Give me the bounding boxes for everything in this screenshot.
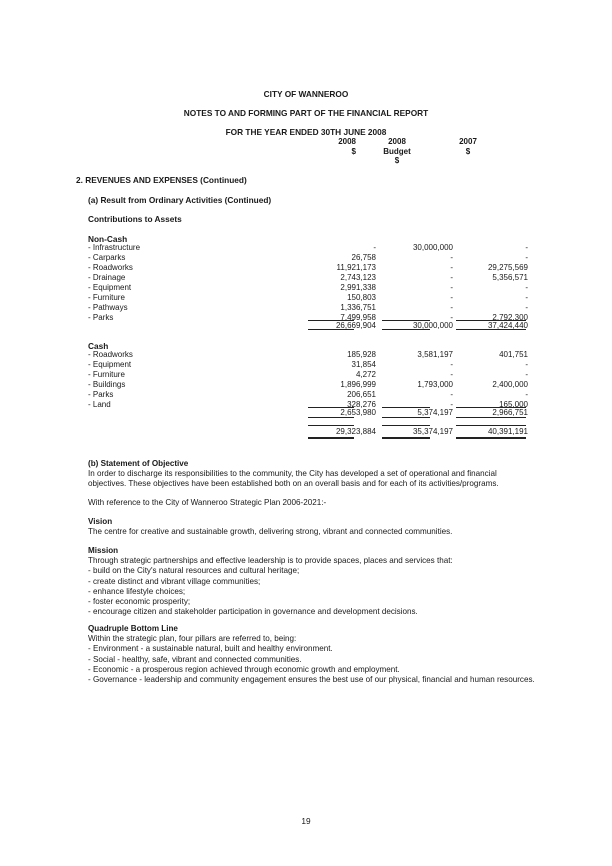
value-2008: 1,896,999 (340, 380, 376, 389)
subtotal-2007: 37,424,440 (487, 321, 528, 330)
rule-noncash-2008 (308, 320, 354, 321)
rule-cash-2008 (308, 407, 354, 408)
value-budget: - (450, 400, 453, 409)
value-2007: 165,000 (499, 400, 528, 409)
subtotal-2008: 2,653,980 (340, 408, 376, 417)
strategic-plan-ref: With reference to the City of Wanneroo Strategic Plan 2006-2021:- (88, 498, 327, 507)
value-2008: - (373, 243, 376, 252)
value-budget: 30,000,000 (412, 243, 453, 252)
rule-noncash-budget-b (382, 329, 430, 330)
table-row (88, 283, 528, 293)
objective-para1-line2: objectives. These objectives have been established both on an overall basis and for each of its activities/programs. (88, 479, 499, 489)
mission-item: - encourage citizen and stakeholder participation in governance and development decisions. (88, 607, 418, 617)
vision-text: The centre for creative and sustainable growth, delivering strong, vibrant and connected communities. (88, 527, 453, 537)
page-number: 19 (301, 816, 311, 826)
value-2007: - (525, 283, 528, 292)
qbl-item: - Social - healthy, safe, vibrant and connected communities. (88, 654, 302, 664)
row-label: - Roadworks (88, 263, 133, 272)
rule-cash-budget-b (382, 417, 430, 418)
value-2007: - (525, 253, 528, 262)
row-label: - Infrastructure (88, 243, 141, 252)
mission-item: - foster economic prosperity; (88, 597, 191, 607)
table-row (88, 370, 528, 380)
qbl-intro: Within the strategic plan, four pillars are referred to, being: (88, 634, 297, 644)
table-row (88, 380, 528, 390)
objective-para1-line1: In order to discharge its responsibilities to the community, the City has developed a set of operational and financial (88, 469, 497, 479)
statement-of-objective (88, 459, 538, 490)
table-row (88, 273, 528, 283)
value-2007: 401,751 (499, 350, 528, 359)
value-2008: 11,921,173 (336, 263, 376, 272)
row-label: - Carparks (88, 253, 126, 262)
column-2008: 2008 $ (338, 137, 356, 156)
cash-heading: Cash (88, 341, 109, 351)
row-label: - Buildings (88, 380, 126, 389)
rule-grand-budget-double (382, 437, 430, 439)
table-row (88, 360, 528, 370)
value-2008: 150,803 (347, 293, 376, 302)
value-budget: - (450, 360, 453, 369)
subtotal-2007: 2,966,751 (492, 408, 528, 417)
value-2008: 26,758 (351, 253, 376, 262)
rule-cash-budget (382, 407, 430, 408)
row-label: - Equipment (88, 283, 132, 292)
rule-grand-2008 (308, 425, 354, 426)
grand-total-row (88, 427, 528, 437)
value-2008: 185,928 (347, 350, 376, 359)
vision-heading: Vision (88, 517, 113, 526)
value-2008: 328,276 (347, 400, 376, 409)
row-label: - Drainage (88, 273, 126, 282)
mission-item: - create distinct and vibrant village communities; (88, 576, 261, 586)
qbl-item: - Governance - leadership and community engagement ensures the best use of our physical, financial and human resources. (88, 675, 535, 685)
value-2008: 31,854 (351, 360, 376, 369)
value-2007: - (525, 370, 528, 379)
value-2008: 7,499,958 (340, 313, 376, 322)
value-budget: - (450, 293, 453, 302)
value-2007: 2,400,000 (492, 380, 528, 389)
row-label: - Parks (88, 313, 114, 322)
value-2008: 2,743,123 (340, 273, 376, 282)
rule-cash-2007 (456, 407, 526, 408)
value-budget: - (450, 303, 453, 312)
table-row (88, 253, 528, 263)
value-2007: - (525, 303, 528, 312)
row-label: - Land (88, 400, 111, 409)
table-row (88, 263, 528, 273)
row-label: - Parks (88, 390, 114, 399)
rule-grand-2008-double (308, 437, 354, 439)
table-row (88, 293, 528, 303)
table-row (88, 243, 528, 253)
quadruple-bottom-line-block (88, 624, 538, 685)
rule-noncash-budget (382, 320, 430, 321)
subtotal-2008: 26,669,904 (335, 321, 376, 330)
value-2008: 206,651 (347, 390, 376, 399)
table-row (88, 390, 528, 400)
vision-block (88, 517, 538, 537)
rule-noncash-2008-b (308, 329, 354, 330)
mission-item: - build on the City's natural resources and cultural heritage; (88, 566, 300, 576)
value-budget: 1,793,000 (417, 380, 453, 389)
grand-total-budget: 35,374,197 (412, 427, 453, 436)
value-budget: - (450, 283, 453, 292)
value-2007: 2,792,300 (492, 313, 528, 322)
value-budget: 3,581,197 (417, 350, 453, 359)
value-budget: - (450, 370, 453, 379)
rule-cash-2007-b (456, 417, 526, 418)
value-2007: - (525, 293, 528, 302)
value-2007: - (525, 243, 528, 252)
table-row (88, 350, 528, 360)
rule-noncash-2007-b (456, 329, 526, 330)
column-2008-budget: 2008 Budget $ (383, 137, 411, 165)
section-title: 2. REVENUES AND EXPENSES (Continued) (76, 175, 247, 185)
value-2008: 2,991,338 (340, 283, 376, 292)
mission-block (88, 546, 538, 617)
value-2008: 4,272 (355, 370, 376, 379)
report-period: FOR THE YEAR ENDED 30TH JUNE 2008 (225, 127, 387, 137)
row-label: - Equipment (88, 360, 132, 369)
qbl-heading: Quadruple Bottom Line (88, 624, 178, 633)
objective-heading: (b) Statement of Objective (88, 459, 189, 468)
rule-grand-budget (382, 425, 430, 426)
value-budget: - (450, 263, 453, 272)
rule-noncash-2007 (456, 320, 526, 321)
column-2007: 2007 $ (459, 137, 477, 156)
report-org: CITY OF WANNEROO (263, 89, 349, 99)
table-row (88, 303, 528, 313)
rule-grand-2007 (456, 425, 526, 426)
rule-grand-2007-double (456, 437, 526, 439)
qbl-item: - Economic - a prosperous region achieved through economic growth and employment. (88, 664, 400, 674)
value-2007: - (525, 390, 528, 399)
grand-total-2007: 40,391,191 (487, 427, 528, 436)
section-subtitle: (a) Result from Ordinary Activities (Continued) (88, 195, 272, 205)
value-budget: - (450, 313, 453, 322)
mission-item: - enhance lifestyle choices; (88, 586, 186, 596)
mission-intro: Through strategic partnerships and effective leadership is to provide spaces, places and services that: (88, 556, 453, 566)
value-2007: 5,356,571 (492, 273, 528, 282)
value-2007: 29,275,569 (487, 263, 528, 272)
value-budget: - (450, 390, 453, 399)
value-budget: - (450, 253, 453, 262)
row-label: - Roadworks (88, 350, 133, 359)
value-budget: - (450, 273, 453, 282)
subtotal-budget: 30,000,000 (412, 321, 453, 330)
rule-cash-2008-b (308, 417, 354, 418)
contributions-heading: Contributions to Assets (88, 214, 182, 224)
value-2007: - (525, 360, 528, 369)
row-label: - Pathways (88, 303, 128, 312)
row-label: - Furniture (88, 293, 125, 302)
subtotal-budget: 5,374,197 (417, 408, 453, 417)
mission-heading: Mission (88, 546, 119, 555)
noncash-heading: Non-Cash (88, 234, 128, 244)
value-2008: 1,336,751 (340, 303, 376, 312)
grand-total-2008: 29,323,884 (335, 427, 376, 436)
report-title: NOTES TO AND FORMING PART OF THE FINANCIAL REPORT (183, 108, 429, 118)
row-label: - Furniture (88, 370, 125, 379)
qbl-item: - Environment - a sustainable natural, built and healthy environment. (88, 644, 333, 654)
